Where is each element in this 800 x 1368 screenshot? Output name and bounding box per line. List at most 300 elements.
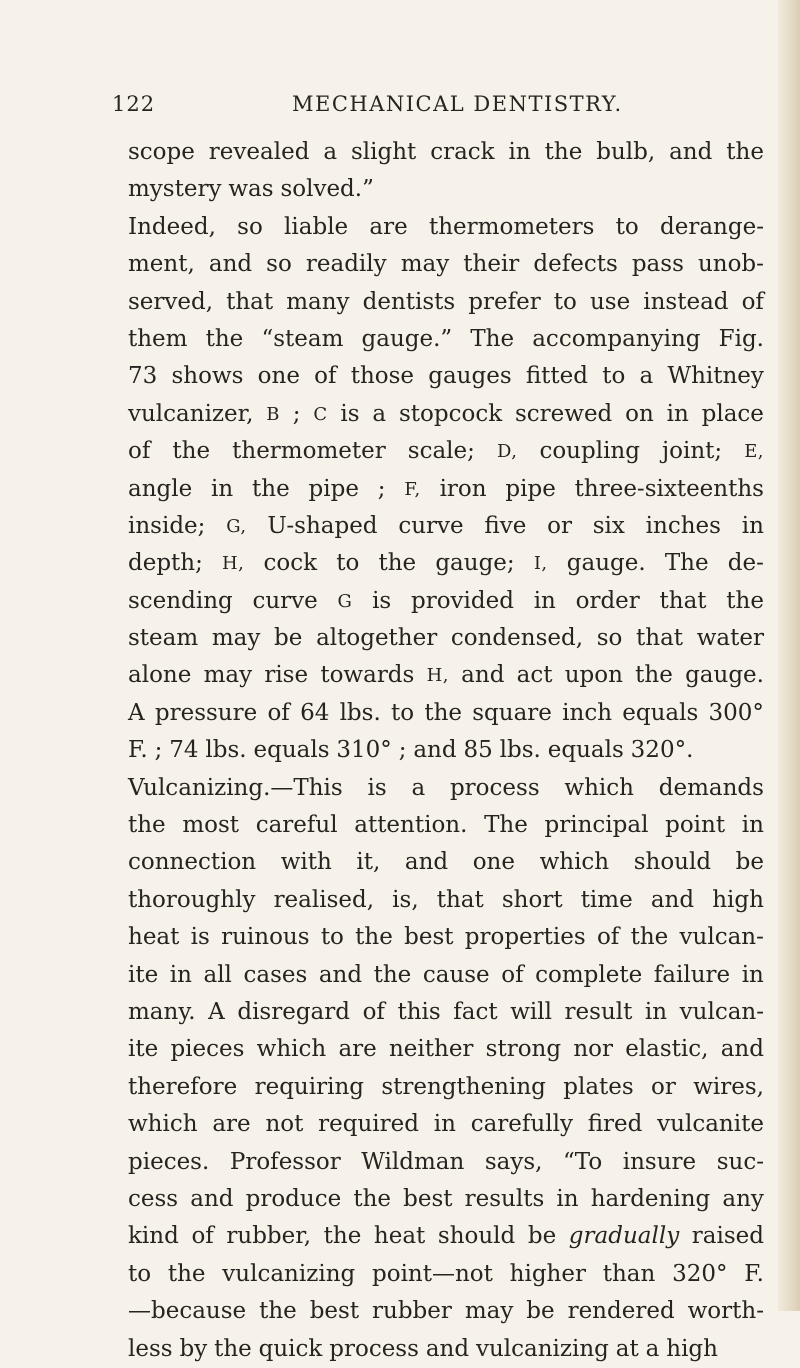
word: the [172, 438, 211, 465]
word: worth- [687, 1298, 764, 1325]
word: pieces [170, 1036, 245, 1063]
word: those [350, 363, 415, 390]
word: 73 [128, 363, 158, 390]
word: E, [744, 441, 764, 463]
word: in [211, 475, 234, 502]
word: realised, [273, 886, 375, 913]
word: ; [292, 400, 301, 427]
word: the [635, 662, 673, 689]
word: rise [264, 662, 309, 689]
word: joint; [662, 438, 723, 465]
word: screwed [514, 400, 613, 427]
word: best [403, 1185, 453, 1212]
word: and [720, 1036, 764, 1063]
word: careful [255, 812, 338, 839]
text-line [128, 770, 764, 807]
word: to [128, 1260, 152, 1287]
word: nor [573, 1036, 613, 1063]
word: higher [509, 1260, 586, 1287]
word: inside; [128, 512, 206, 539]
word: be [274, 625, 303, 652]
word: carefully [470, 1111, 573, 1138]
word: lbs. [499, 737, 541, 764]
word: pressure [154, 699, 258, 726]
word: rubber [372, 1298, 452, 1325]
word: mystery [128, 176, 222, 203]
word: and [190, 1185, 234, 1212]
text-line [128, 171, 764, 208]
text-line [128, 321, 764, 358]
text-line [128, 844, 764, 881]
word: inch [562, 699, 613, 726]
word: elastic, [625, 1036, 709, 1063]
word: the [353, 1185, 391, 1212]
word: served, [128, 288, 214, 315]
word: 64 [300, 699, 330, 726]
word: bulb, [596, 139, 656, 165]
word: high [666, 1335, 718, 1362]
word: heat [128, 924, 180, 951]
word: to [391, 699, 415, 726]
word: in [644, 998, 668, 1025]
word: to [602, 363, 626, 390]
word: —because [128, 1298, 247, 1325]
word: a [323, 139, 338, 165]
word: A [128, 699, 145, 726]
word: of [267, 699, 290, 726]
word: process [449, 774, 540, 801]
word: to [553, 288, 577, 315]
word: towards [320, 662, 415, 689]
word: complete [535, 961, 643, 988]
word: I, [533, 553, 548, 575]
text-line [128, 957, 764, 994]
word: that [659, 587, 707, 614]
word: 320°. [630, 737, 694, 764]
word: are [338, 1036, 377, 1063]
word: or [651, 1073, 676, 1100]
word: revealed [208, 139, 310, 165]
word: the [424, 699, 463, 726]
word: fitted [525, 363, 589, 390]
word: gauges [428, 363, 512, 390]
word: defects [533, 251, 618, 278]
word: ; [398, 737, 407, 764]
word: pass [631, 251, 684, 278]
word: is [367, 774, 387, 801]
word: be [527, 1223, 557, 1250]
word: which [539, 849, 610, 876]
word: the [630, 924, 669, 951]
word: The [664, 550, 709, 577]
word: them [128, 325, 188, 352]
text-line [128, 732, 764, 769]
word: of [191, 1223, 214, 1250]
word: “steam [261, 325, 344, 352]
word: gradually [568, 1223, 680, 1250]
word: the [373, 961, 412, 988]
word: shows [171, 363, 244, 390]
word: less [128, 1335, 173, 1362]
word: required [318, 1111, 419, 1138]
word: fact [453, 998, 498, 1025]
word: are [369, 213, 408, 240]
word: suc- [716, 1148, 764, 1175]
word: de- [727, 550, 764, 577]
word: time [580, 886, 633, 913]
word: F. [744, 1260, 764, 1287]
body-text [128, 134, 764, 1368]
word: and [404, 849, 449, 876]
word: B [266, 403, 280, 425]
word: cock [263, 550, 318, 577]
word: the [323, 1223, 362, 1250]
word: unob- [697, 251, 764, 278]
word: prefer [468, 288, 541, 315]
word: is [190, 924, 210, 951]
word: order [575, 587, 640, 614]
word: the [726, 587, 764, 614]
word: place [701, 400, 764, 427]
word: in [741, 812, 764, 839]
word: provided [410, 587, 514, 614]
word: in [169, 961, 192, 988]
word: coupling [539, 438, 640, 465]
word: thoroughly [128, 886, 256, 913]
word: should [437, 1223, 516, 1250]
word: any [722, 1185, 764, 1212]
word: and [650, 886, 695, 913]
word: H, [222, 553, 245, 575]
word: a [639, 363, 654, 390]
word: derange- [660, 213, 764, 240]
word: alone [128, 662, 192, 689]
word: A [208, 998, 225, 1025]
word: angle [128, 475, 193, 502]
word: ite [128, 961, 159, 988]
word: act [516, 662, 553, 689]
word: in [666, 400, 689, 427]
word: crack [430, 139, 495, 165]
word: in [508, 139, 531, 165]
word: and [208, 251, 253, 278]
word: quick [258, 1335, 323, 1362]
word: which [128, 1111, 198, 1138]
word: with [280, 849, 332, 876]
word: point [665, 812, 726, 839]
text-line [128, 695, 764, 732]
word: results [464, 1185, 545, 1212]
word: may [211, 625, 261, 652]
word: ; [154, 737, 163, 764]
word: the [167, 1260, 206, 1287]
word: the [378, 550, 417, 577]
page-number: 122 [112, 92, 156, 116]
word: D, [496, 441, 518, 463]
text-line [128, 919, 764, 956]
word: failure [653, 961, 731, 988]
word: be [735, 849, 764, 876]
word: six [592, 512, 625, 539]
word: thermometers [429, 213, 595, 240]
word: which [564, 774, 634, 801]
text-line [128, 1331, 764, 1368]
word: a [411, 774, 426, 801]
text-line [128, 1181, 764, 1218]
word: scale; [407, 438, 475, 465]
word: their [463, 251, 520, 278]
word: a [372, 400, 387, 427]
word: equals [253, 737, 330, 764]
word: equals [547, 737, 624, 764]
text-line [128, 583, 764, 620]
word: in [556, 1185, 579, 1212]
word: vulcanite [657, 1111, 764, 1138]
word: 85 [463, 737, 493, 764]
word: in [533, 587, 556, 614]
text-line [128, 284, 764, 321]
word: to [336, 550, 360, 577]
word: the [726, 139, 764, 165]
text-line [128, 620, 764, 657]
word: vulcanizer, [128, 400, 254, 427]
word: readily [305, 251, 387, 278]
text-line [128, 1218, 764, 1255]
word: vulcanizing [222, 1260, 356, 1287]
word: of [362, 998, 385, 1025]
word: rubber, [226, 1223, 312, 1250]
text-line [128, 1293, 764, 1330]
word: instead [643, 288, 729, 315]
text-line [128, 433, 764, 470]
word: water [696, 625, 764, 652]
word: Whitney [667, 363, 764, 390]
word: may [400, 251, 450, 278]
word: thermometer [232, 438, 386, 465]
word: three-sixteenths [574, 475, 764, 502]
text-line [128, 1031, 764, 1068]
word: and [318, 961, 363, 988]
word: use [589, 288, 631, 315]
word: point—not [372, 1260, 493, 1287]
word: scending [128, 587, 233, 614]
word: Wildman [361, 1148, 465, 1175]
word: lbs. [205, 737, 247, 764]
word: produce [245, 1185, 342, 1212]
word: to [320, 924, 344, 951]
word: vulcanizing [475, 1335, 609, 1362]
word: of [314, 363, 337, 390]
word: properties [464, 924, 586, 951]
word: H, [426, 665, 449, 687]
word: is [340, 400, 360, 427]
page-edge-shadow [778, 0, 800, 1311]
word: requiring [254, 1073, 364, 1100]
word: will [510, 998, 552, 1025]
word: 74 [169, 737, 199, 764]
word: high [712, 886, 764, 913]
word: in [433, 1111, 456, 1138]
word: scope [128, 139, 195, 165]
word: U-shaped [267, 512, 378, 539]
word: the [128, 812, 166, 839]
word: C [313, 403, 328, 425]
text-line [128, 882, 764, 919]
word: one [257, 363, 300, 390]
word: altogether [316, 625, 438, 652]
word: and [425, 1335, 470, 1362]
page-title: MECHANICAL DENTISTRY. [292, 92, 623, 116]
text-line [128, 1069, 764, 1106]
word: five [484, 512, 527, 539]
text-line [128, 1144, 764, 1181]
text-line [128, 471, 764, 508]
word: stopcock [398, 400, 503, 427]
word: liable [284, 213, 349, 240]
word: of [501, 961, 524, 988]
word: vulcan- [679, 924, 764, 951]
word: the [252, 475, 290, 502]
word: by [179, 1335, 208, 1362]
word: strengthening [381, 1073, 546, 1100]
word: it, [356, 849, 381, 876]
word: the [214, 1335, 252, 1362]
word: heat [373, 1223, 426, 1250]
word: or [547, 512, 572, 539]
word: ruinous [221, 924, 310, 951]
word: may [203, 662, 253, 689]
word: square [472, 699, 552, 726]
text-line [128, 994, 764, 1031]
word: upon [564, 662, 623, 689]
word: most [182, 812, 240, 839]
word: 300° [708, 699, 764, 726]
word: that [436, 886, 484, 913]
word: the [259, 1298, 297, 1325]
word: G, [226, 515, 247, 537]
word: cases [243, 961, 308, 988]
word: the [355, 924, 393, 951]
word: and [669, 139, 713, 165]
word: neither [388, 1036, 474, 1063]
word: connection [128, 849, 257, 876]
word: on [625, 400, 654, 427]
word: attention. [354, 812, 468, 839]
word: fired [587, 1111, 643, 1138]
word: 320° [672, 1260, 728, 1287]
word: “To [563, 1148, 603, 1175]
word: steam [128, 625, 199, 652]
text-line [128, 1256, 764, 1293]
text-line [128, 508, 764, 545]
word: to [615, 213, 639, 240]
text-line [128, 657, 764, 694]
word: curve [398, 512, 464, 539]
word: many [286, 288, 350, 315]
word: Vulcanizing.—This [128, 774, 343, 801]
word: cause [422, 961, 490, 988]
word: best [404, 924, 454, 951]
word: rendered [567, 1298, 675, 1325]
word: of [741, 288, 764, 315]
word: this [397, 998, 441, 1025]
word: so [596, 625, 623, 652]
word: not [265, 1111, 304, 1138]
word: cess [128, 1185, 179, 1212]
text-line [128, 1106, 764, 1143]
word: The [484, 812, 528, 839]
text-line [128, 246, 764, 283]
word: Fig. [718, 325, 764, 352]
running-head [112, 92, 622, 122]
word: is, [392, 886, 419, 913]
word: kind [128, 1223, 179, 1250]
text-line [128, 545, 764, 582]
word: equals [622, 699, 699, 726]
word: pipe [505, 475, 556, 502]
word: short [501, 886, 563, 913]
text-line [128, 358, 764, 395]
word: depth; [128, 550, 203, 577]
word: are [212, 1111, 251, 1138]
word: gauge.” [361, 325, 453, 352]
word: therefore [128, 1073, 238, 1100]
word: pieces. [128, 1148, 210, 1175]
word: that [636, 625, 684, 652]
word: and [413, 737, 457, 764]
word: so [266, 251, 292, 278]
word: The [470, 325, 515, 352]
text-line [128, 134, 764, 171]
word: says, [484, 1148, 543, 1175]
word: vulcan- [679, 998, 764, 1025]
word: should [633, 849, 712, 876]
word: accompanying [532, 325, 701, 352]
word: disregard [237, 998, 350, 1025]
word: hardening [590, 1185, 711, 1212]
word: lbs. [339, 699, 381, 726]
word: wires, [693, 1073, 764, 1100]
word: result [564, 998, 633, 1025]
word: best [309, 1298, 360, 1325]
word: many. [128, 998, 196, 1025]
word: solved.” [280, 176, 374, 203]
word: F, [404, 478, 421, 500]
word: which [256, 1036, 327, 1063]
word: one [472, 849, 515, 876]
word: and [461, 662, 505, 689]
word: raised [691, 1223, 764, 1250]
word: gauge; [435, 550, 515, 577]
word: in [741, 961, 764, 988]
word: G [337, 590, 353, 612]
word: is [372, 587, 392, 614]
word: dentists [362, 288, 456, 315]
word: all [203, 961, 232, 988]
word: F. [128, 737, 148, 764]
word: in [741, 512, 764, 539]
word: so [237, 213, 263, 240]
text-line [128, 396, 764, 433]
text-line [128, 209, 764, 246]
word: at [615, 1335, 639, 1362]
word: that [226, 288, 274, 315]
word: iron [439, 475, 487, 502]
word: plates [563, 1073, 634, 1100]
word: pipe [308, 475, 359, 502]
word: Professor [229, 1148, 341, 1175]
word: slight [350, 139, 417, 165]
